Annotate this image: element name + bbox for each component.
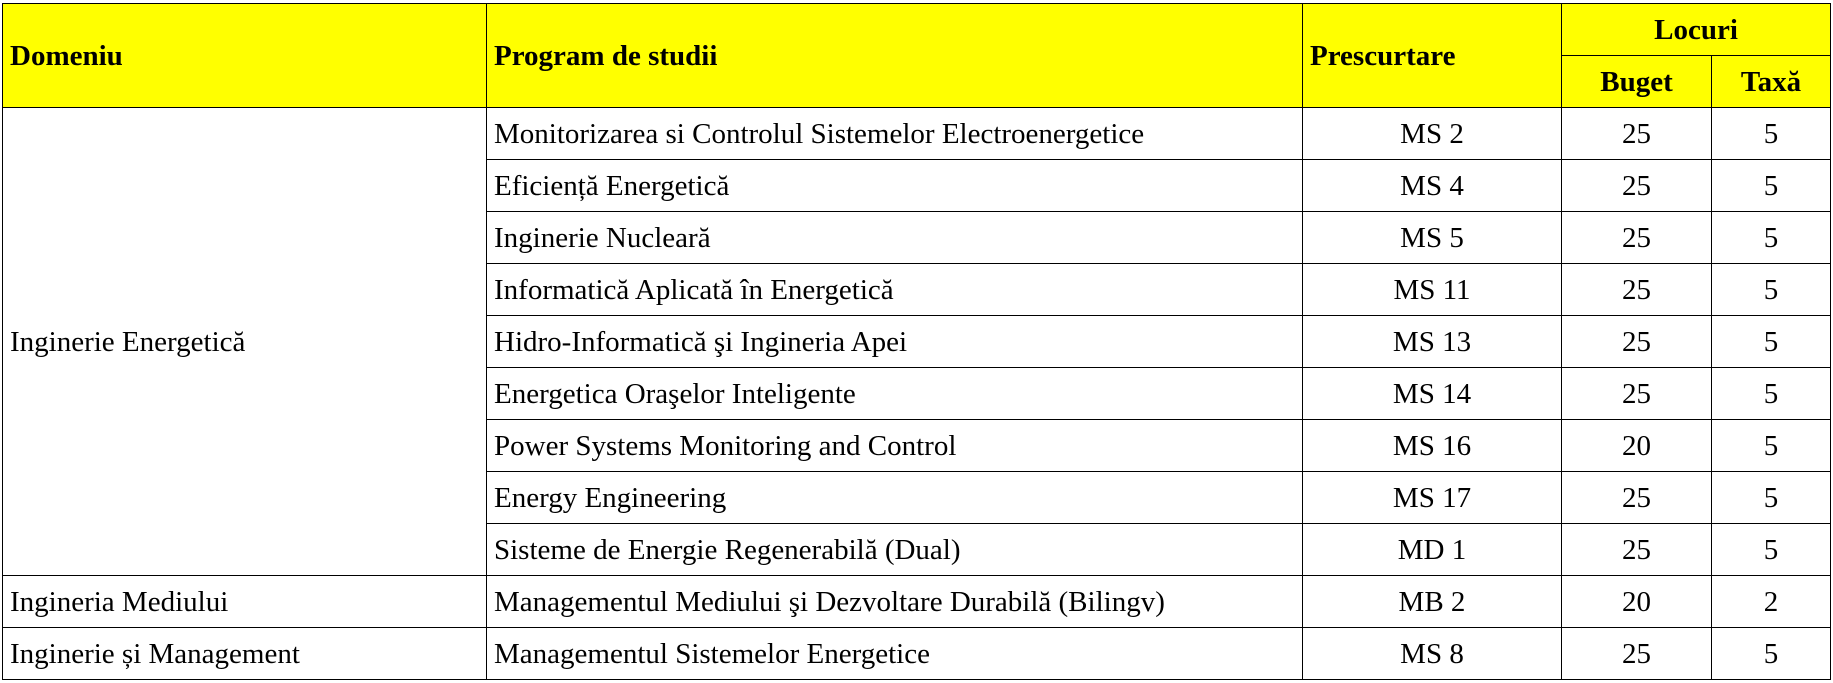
program-cell: Inginerie Nucleară <box>487 212 1303 264</box>
header-fee: Taxă <box>1712 56 1831 108</box>
domain-cell: Inginerie și Management <box>3 628 487 680</box>
budget-places-cell: 25 <box>1562 264 1712 316</box>
header-abbreviation: Prescurtare <box>1303 4 1562 108</box>
header-budget: Buget <box>1562 56 1712 108</box>
abbreviation-cell: MS 8 <box>1303 628 1562 680</box>
budget-places-cell: 20 <box>1562 576 1712 628</box>
program-cell: Energetica Oraşelor Inteligente <box>487 368 1303 420</box>
fee-places-cell: 5 <box>1712 628 1831 680</box>
header-program: Program de studii <box>487 4 1303 108</box>
header-row-top <box>3 4 1831 56</box>
budget-places-cell: 25 <box>1562 212 1712 264</box>
program-cell: Energy Engineering <box>487 472 1303 524</box>
budget-places-cell: 25 <box>1562 368 1712 420</box>
fee-places-cell: 5 <box>1712 472 1831 524</box>
table-row <box>3 628 1831 680</box>
program-cell: Managementul Sistemelor Energetice <box>487 628 1303 680</box>
budget-places-cell: 25 <box>1562 160 1712 212</box>
domain-cell: Inginerie Energetică <box>3 108 487 576</box>
abbreviation-cell: MS 17 <box>1303 472 1562 524</box>
table-row <box>3 576 1831 628</box>
table-row <box>3 108 1831 160</box>
program-cell: Informatică Aplicată în Energetică <box>487 264 1303 316</box>
domain-cell: Ingineria Mediului <box>3 576 487 628</box>
fee-places-cell: 5 <box>1712 108 1831 160</box>
fee-places-cell: 5 <box>1712 264 1831 316</box>
abbreviation-cell: MD 1 <box>1303 524 1562 576</box>
fee-places-cell: 5 <box>1712 212 1831 264</box>
fee-places-cell: 2 <box>1712 576 1831 628</box>
abbreviation-cell: MS 5 <box>1303 212 1562 264</box>
fee-places-cell: 5 <box>1712 316 1831 368</box>
abbreviation-cell: MS 11 <box>1303 264 1562 316</box>
program-cell: Monitorizarea si Controlul Sistemelor Electroenergetice <box>487 108 1303 160</box>
header-places: Locuri <box>1562 4 1831 56</box>
budget-places-cell: 25 <box>1562 524 1712 576</box>
abbreviation-cell: MS 4 <box>1303 160 1562 212</box>
program-cell: Managementul Mediului şi Dezvoltare Durabilă (Bilingv) <box>487 576 1303 628</box>
program-cell: Eficiență Energetică <box>487 160 1303 212</box>
abbreviation-cell: MS 16 <box>1303 420 1562 472</box>
table-header <box>3 4 1831 108</box>
budget-places-cell: 25 <box>1562 108 1712 160</box>
fee-places-cell: 5 <box>1712 160 1831 212</box>
fee-places-cell: 5 <box>1712 420 1831 472</box>
fee-places-cell: 5 <box>1712 524 1831 576</box>
fee-places-cell: 5 <box>1712 368 1831 420</box>
budget-places-cell: 25 <box>1562 472 1712 524</box>
program-cell: Sisteme de Energie Regenerabilă (Dual) <box>487 524 1303 576</box>
program-cell: Power Systems Monitoring and Control <box>487 420 1303 472</box>
budget-places-cell: 25 <box>1562 628 1712 680</box>
abbreviation-cell: MS 2 <box>1303 108 1562 160</box>
table-body <box>3 108 1831 680</box>
abbreviation-cell: MB 2 <box>1303 576 1562 628</box>
header-domain: Domeniu <box>3 4 487 108</box>
study-programs-table <box>2 3 1831 680</box>
program-cell: Hidro-Informatică şi Ingineria Apei <box>487 316 1303 368</box>
budget-places-cell: 25 <box>1562 316 1712 368</box>
abbreviation-cell: MS 14 <box>1303 368 1562 420</box>
abbreviation-cell: MS 13 <box>1303 316 1562 368</box>
budget-places-cell: 20 <box>1562 420 1712 472</box>
